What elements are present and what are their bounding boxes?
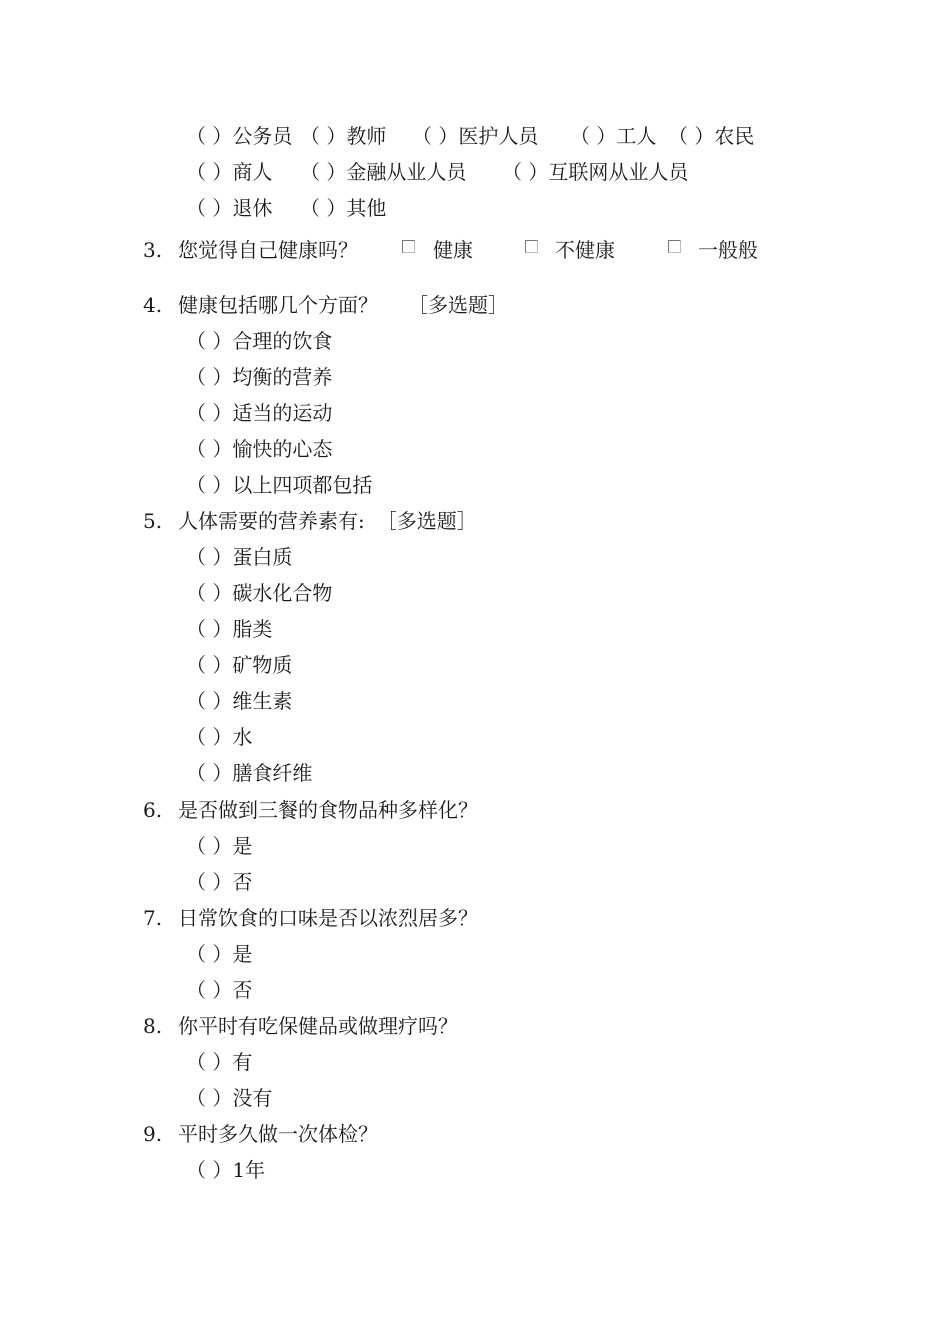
question-text: 你平时有吃保健品或做理疗吗？ [178, 1014, 458, 1038]
q7-option-2[interactable] [186, 976, 252, 1004]
option-farmer[interactable] [668, 122, 754, 150]
option-label: 维生素 [232, 689, 293, 713]
option-label: 其他 [346, 196, 387, 220]
option-marker: （ ） [186, 978, 233, 1002]
option-marker: （ ） [412, 124, 459, 148]
question-number: 7. [143, 906, 163, 930]
option-marker: （ ） [668, 124, 715, 148]
option-marker: （ ） [186, 473, 233, 497]
option-label: 水 [232, 725, 253, 749]
option-label: 商人 [232, 160, 273, 184]
q4-option-1[interactable] [186, 327, 332, 355]
option-label: 是 [232, 834, 253, 858]
option-label: 脂类 [232, 617, 273, 641]
question-8 [0, 1012, 950, 1040]
question-number: 9. [143, 1122, 163, 1146]
multi-select-tag: ［多选题］ [408, 293, 508, 317]
option-label: 膳食纤维 [232, 761, 313, 785]
q5-option-2[interactable] [186, 579, 332, 607]
q4-option-3[interactable] [186, 399, 332, 427]
option-marker: （ ） [186, 124, 233, 148]
question-text: 平时多久做一次体检？ [178, 1122, 378, 1146]
question-9 [0, 1120, 950, 1148]
option-merchant[interactable] [186, 158, 272, 186]
option-marker: （ ） [186, 653, 233, 677]
option-medical-staff[interactable] [412, 122, 538, 150]
question-text: 日常饮食的口味是否以浓烈居多？ [178, 906, 478, 930]
question-number: 5. [143, 509, 163, 533]
option-retired[interactable] [186, 194, 272, 222]
q5-option-6[interactable] [186, 723, 252, 751]
option-civil-servant[interactable] [186, 122, 292, 150]
option-marker: （ ） [502, 160, 549, 184]
option-worker[interactable] [570, 122, 656, 150]
question-4 [0, 291, 950, 319]
option-marker: （ ） [300, 124, 347, 148]
q5-option-1[interactable] [186, 543, 292, 571]
option-marker: （ ） [186, 1050, 233, 1074]
checkbox-icon[interactable] [525, 240, 538, 253]
question-number: 8. [143, 1014, 163, 1038]
question-text: 是否做到三餐的食物品种多样化？ [178, 798, 478, 822]
option-marker: （ ） [186, 160, 233, 184]
option-label: 适当的运动 [232, 401, 333, 425]
question-number: 3. [143, 238, 163, 262]
q8-option-2[interactable] [186, 1084, 272, 1112]
q6-option-2[interactable] [186, 868, 252, 896]
option-marker: （ ） [186, 437, 233, 461]
q9-option-1[interactable] [186, 1156, 265, 1184]
q5-option-4[interactable] [186, 651, 292, 679]
option-label: 合理的饮食 [232, 329, 333, 353]
option-label: 农民 [714, 124, 755, 148]
option-label: 矿物质 [232, 653, 293, 677]
question-7 [0, 904, 950, 932]
option-label: 医护人员 [458, 124, 539, 148]
option-marker: （ ） [300, 196, 347, 220]
option-label: 没有 [232, 1086, 273, 1110]
q5-option-7[interactable] [186, 759, 312, 787]
option-label: 均衡的营养 [232, 365, 333, 389]
checkbox-icon[interactable] [402, 240, 415, 253]
q7-option-1[interactable] [186, 940, 252, 968]
question-text: 人体需要的营养素有: [178, 509, 365, 533]
option-marker: （ ） [186, 834, 233, 858]
question-text-wrap [178, 507, 477, 535]
option-label: 以上四项都包括 [232, 473, 373, 497]
option-internet[interactable] [502, 158, 688, 186]
option-marker: （ ） [186, 581, 233, 605]
option-marker: （ ） [186, 1086, 233, 1110]
question-text: 健康包括哪几个方面？ [178, 293, 378, 317]
question-6 [0, 796, 950, 824]
option-label-average: 一般般 [698, 238, 758, 262]
option-teacher[interactable] [300, 122, 386, 150]
q4-option-2[interactable] [186, 363, 332, 391]
option-label-unhealthy: 不健康 [555, 238, 615, 262]
option-marker: （ ） [300, 160, 347, 184]
option-label: 1年 [232, 1158, 266, 1182]
option-marker: （ ） [186, 617, 233, 641]
option-label: 否 [232, 978, 253, 1002]
option-finance[interactable] [300, 158, 466, 186]
question-5 [0, 507, 950, 535]
option-marker: （ ） [186, 689, 233, 713]
option-marker: （ ） [186, 761, 233, 785]
option-label: 蛋白质 [232, 545, 293, 569]
question-3 [0, 236, 950, 264]
option-label: 互联网从业人员 [548, 160, 689, 184]
multi-select-tag: ［多选题］ [376, 509, 477, 533]
q5-option-3[interactable] [186, 615, 272, 643]
option-marker: （ ） [186, 545, 233, 569]
option-label: 教师 [346, 124, 387, 148]
option-marker: （ ） [186, 196, 233, 220]
option-label: 否 [232, 870, 253, 894]
option-marker: （ ） [186, 329, 233, 353]
option-label: 公务员 [232, 124, 293, 148]
q6-option-1[interactable] [186, 832, 252, 860]
q4-option-4[interactable] [186, 435, 332, 463]
checkbox-icon[interactable] [668, 240, 681, 253]
option-label: 有 [232, 1050, 253, 1074]
q8-option-1[interactable] [186, 1048, 252, 1076]
q5-option-5[interactable] [186, 687, 292, 715]
option-marker: （ ） [570, 124, 617, 148]
option-label-healthy: 健康 [433, 238, 473, 262]
option-label: 工人 [616, 124, 657, 148]
option-marker: （ ） [186, 725, 233, 749]
option-marker: （ ） [186, 401, 233, 425]
option-label: 金融从业人员 [346, 160, 467, 184]
option-marker: （ ） [186, 1158, 233, 1182]
option-marker: （ ） [186, 870, 233, 894]
option-label: 退休 [232, 196, 273, 220]
option-label: 是 [232, 942, 253, 966]
option-label: 碳水化合物 [232, 581, 333, 605]
option-marker: （ ） [186, 942, 233, 966]
question-number: 6. [143, 798, 163, 822]
question-number: 4. [143, 293, 163, 317]
option-other[interactable] [300, 194, 386, 222]
question-text: 您觉得自己健康吗？ [178, 238, 358, 262]
question-text-wrap [178, 291, 508, 319]
option-marker: （ ） [186, 365, 233, 389]
q4-option-5[interactable] [186, 471, 372, 499]
option-label: 愉快的心态 [232, 437, 333, 461]
